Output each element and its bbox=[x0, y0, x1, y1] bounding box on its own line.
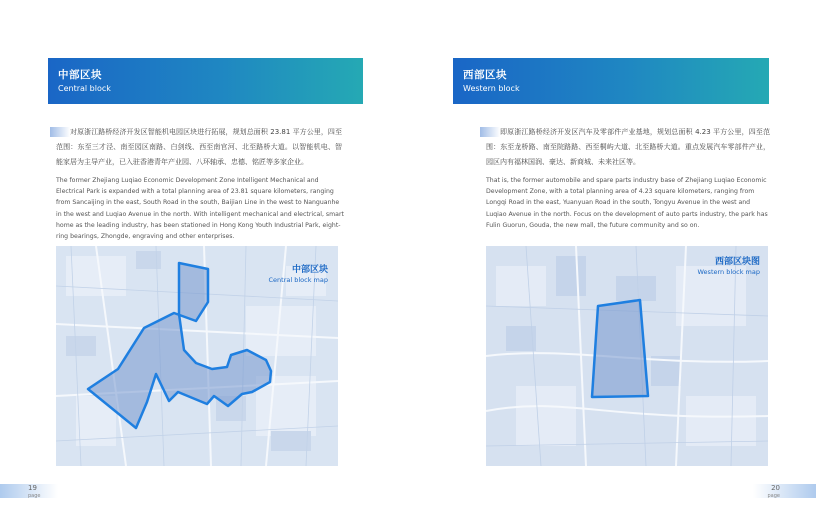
western-map-label-en: Western block map bbox=[697, 268, 760, 276]
page-number-value: 19 bbox=[28, 484, 37, 492]
western-description-en: That is, the former automobile and spare parts industry base of Zhejiang Luqiao Economic Development Zone, with a total planning area of 4.23 square kilometers, ranging from Longqi Road in the east, Yuanyuan Road in the south, Tongyu Avenue in the west and Luqiao Avenue in the north. Focus on the development of auto parts industry, the park has Fulin Guorun, Gouda, the new mall, the future community and so on. bbox=[486, 177, 768, 229]
page-word: page bbox=[767, 493, 780, 499]
western-block-banner bbox=[453, 58, 769, 104]
western-description-zh: 即原浙江路桥经济开发区汽车及零部件产业基地，规划总面积 4.23 平方公里，四至范围：东至龙桥路、南至院路路、西至桐屿大道、北至路桥大道。重点发展汽车零部件产业，园区内有福林国润、豪达、新商城、未来社区等。 bbox=[486, 125, 770, 170]
western-map-label-zh: 西部区块图 bbox=[714, 257, 760, 267]
page-number-right bbox=[753, 484, 816, 498]
banner-title-zh: 西部区块 bbox=[463, 69, 507, 81]
page-word: page bbox=[28, 493, 41, 499]
central-description-zh: 对原浙江路桥经济开发区智能机电园区块进行拓展，规划总面积 23.81 平方公里，四至范围：东至三才泾、南至园区南路、白剑线、西至南官河、北至路桥大道。以智能机电、智能家居为主导产业，已入驻香港青年产业园、八环轴承、忠德、铭匠等多家企业。 bbox=[56, 125, 342, 170]
central-block-map bbox=[56, 246, 338, 466]
central-map-label-en: Central block map bbox=[268, 276, 328, 284]
western-block-map bbox=[486, 246, 768, 466]
central-block-banner bbox=[48, 58, 363, 104]
page-number-value: 20 bbox=[771, 484, 780, 492]
western-map-graphic bbox=[486, 246, 768, 466]
page-number-left bbox=[0, 484, 58, 498]
banner-title-en: Western block bbox=[463, 84, 520, 93]
central-map-label-zh: 中部区块 bbox=[291, 265, 328, 275]
western-block-boundary bbox=[592, 300, 648, 397]
banner-title-en: Central block bbox=[58, 84, 111, 93]
central-map-label bbox=[269, 262, 329, 284]
right-page bbox=[408, 0, 816, 524]
central-description-en: The former Zhejiang Luqiao Economic Development Zone Intelligent Mechanical and Electrical Park is expanded with a total planning area of 23.81 square kilometers, ranging from Sancaijing in the east, South Road in the south, Baijian Line in the west to Nanguanhe in the west and Luqiao Avenue in the north. With intelligent mechanical and electrical, smart home as the leading industry, has been stationed in Hong Kong Youth Industrial Park, eight-ring bearings, Zhongde, engraving and other enterprises. bbox=[56, 177, 344, 241]
banner-title-zh: 中部区块 bbox=[58, 69, 102, 81]
western-map-label bbox=[698, 254, 760, 276]
